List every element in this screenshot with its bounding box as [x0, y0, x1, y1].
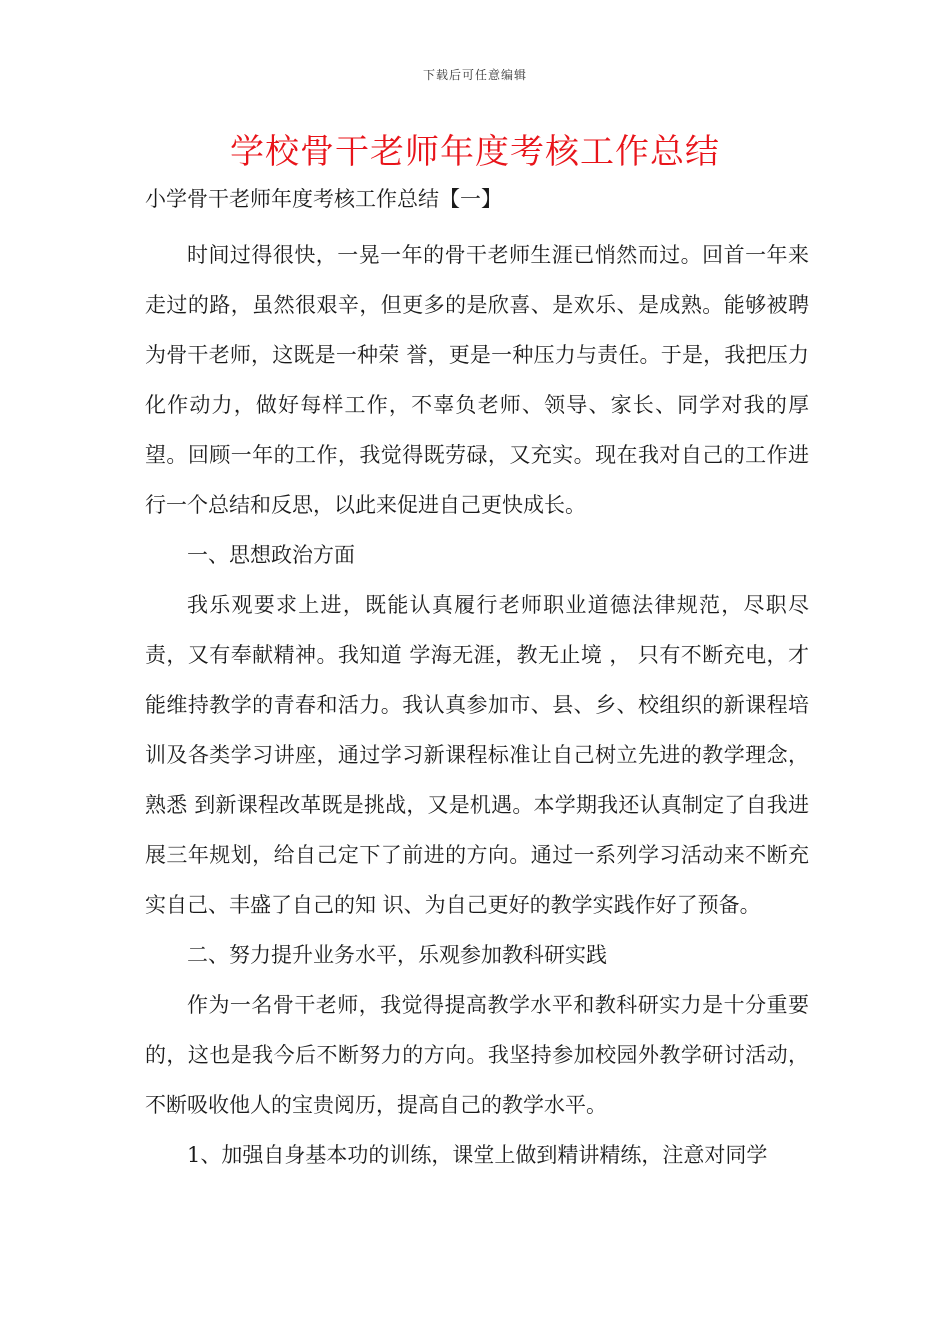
paragraph-intro: 时间过得很快，一晃一年的骨干老师生涯已悄然而过。回首一年来走过的路，虽然很艰辛，但更多的是欣喜、是欢乐、是成熟。能够被聘为骨干老师，这既是一种荣 誉，更是一种压力与责任。于是，我把压力化作动力，做好每样工作，不辜负老师、领导、家长、同学对我的厚望。回顾一年的工作，我觉得既劳碌，又充实。现在我对自己的工作进行一个总结和反思，以此来促进自己更快成长。 [145, 243, 809, 517]
paragraph-teaching: 作为一名骨干老师，我觉得提高教学水平和教科研实力是十分重要的，这也是我今后不断努力的方向。我坚持参加校园外教学研讨活动，不断吸收他人的宝贵阅历，提高自己的教学水平。 [145, 993, 809, 1117]
header-note: 下载后可任意编辑 [422, 68, 527, 82]
section-heading-1: 一、思想政治方面 [187, 543, 355, 567]
paragraph-item-1: 1、加强自身基本功的训练，课堂上做到精讲精练，注意对同学 [187, 1143, 768, 1167]
paragraph-political: 我乐观要求上进，既能认真履行老师职业道德法律规范，尽职尽责，又有奉献精神。我知道 学海无涯，教无止境 ， 只有不断充电，才能维持教学的青春和活力。我认真参加市、县、乡、校组织的新课程培训及各类学习讲座，通过学习新课程标准让自己树立先进的教学理念，熟悉 到新课程改革既是挑战，又是机遇。本学期我还认真制定了自我进展三年规划，给自己定下了前进的方向。通过一系列学习活动来不断充实自己、丰盛了自己的知 识、为自己更好的教学实践作好了预备。 [145, 593, 809, 917]
section-heading-2: 二、努力提升业务水平，乐观参加教科研实践 [187, 943, 607, 967]
document-body [145, 230, 809, 1180]
section-subtitle: 小学骨干老师年度考核工作总结【一】 [145, 187, 502, 211]
document-title: 学校骨干老师年度考核工作总结 [230, 132, 720, 172]
